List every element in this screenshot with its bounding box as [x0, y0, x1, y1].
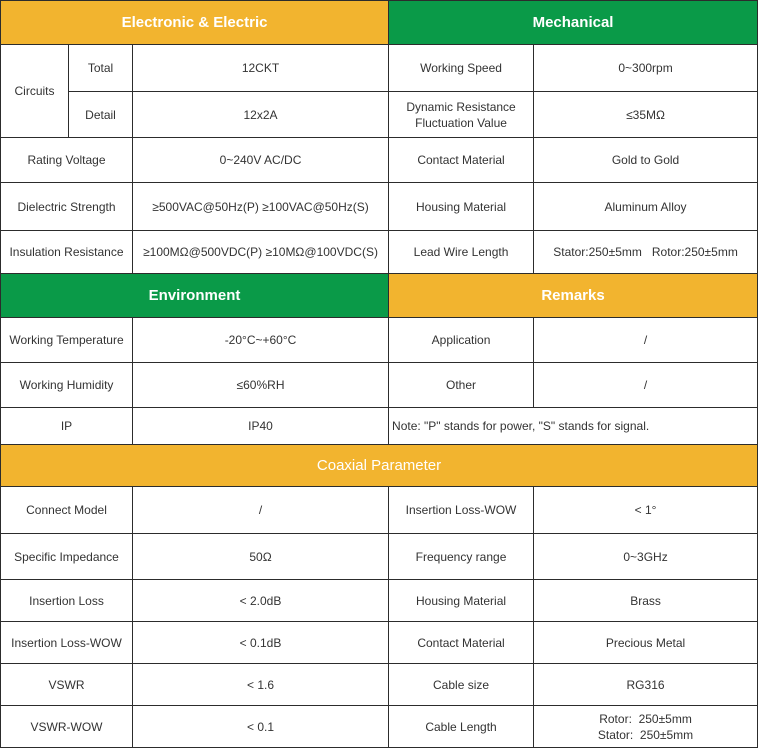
application-label: Application: [389, 318, 534, 363]
ip-label: IP: [1, 408, 133, 445]
dynamic-label-line2: Fluctuation Value: [415, 115, 507, 130]
dielectric-strength-value: ≥500VAC@50Hz(P) ≥100VAC@50Hz(S): [133, 183, 389, 231]
header-row-middle: [1, 274, 758, 318]
vswr-value: < 1.6: [133, 664, 389, 706]
dynamic-resistance-label: [389, 92, 534, 138]
table-row: [1, 408, 758, 445]
working-speed-value: 0~300rpm: [534, 45, 758, 92]
table-row: [1, 363, 758, 408]
frequency-range-value: 0~3GHz: [534, 534, 758, 580]
table-row: [1, 664, 758, 706]
cable-length-stator: Stator: 250±5mm: [597, 727, 694, 742]
vswr-wow-value: < 0.1: [133, 706, 389, 748]
table-row: [1, 92, 758, 138]
table-row: [1, 534, 758, 580]
specific-impedance-label: Specific Impedance: [1, 534, 133, 580]
table-row: [1, 231, 758, 274]
coax-contact-material-value: Precious Metal: [534, 622, 758, 664]
environment-header: Environment: [1, 274, 389, 318]
cable-length-value: [534, 706, 758, 748]
other-value: /: [534, 363, 758, 408]
table-row: [1, 45, 758, 92]
table-row: [1, 318, 758, 363]
frequency-range-label: Frequency range: [389, 534, 534, 580]
insertion-loss-wow-value: < 0.1dB: [133, 622, 389, 664]
working-temperature-label: Working Temperature: [1, 318, 133, 363]
header-row-coaxial: [1, 445, 758, 487]
working-humidity-label: Working Humidity: [1, 363, 133, 408]
cable-length-rotor: Rotor: 250±5mm: [599, 711, 692, 726]
vswr-wow-label: VSWR-WOW: [1, 706, 133, 748]
contact-material-label: Contact Material: [389, 138, 534, 183]
coaxial-header: Coaxial Parameter: [1, 445, 758, 487]
working-temperature-value: -20°C~+60°C: [133, 318, 389, 363]
table-row: [1, 622, 758, 664]
insulation-resistance-label: Insulation Resistance: [1, 231, 133, 274]
table-row: [1, 706, 758, 748]
coax-housing-material-label: Housing Material: [389, 580, 534, 622]
working-humidity-value: ≤60%RH: [133, 363, 389, 408]
circuits-label: Circuits: [1, 45, 69, 138]
insertion-loss-wow-label: Insertion Loss-WOW: [1, 622, 133, 664]
housing-material-label: Housing Material: [389, 183, 534, 231]
connect-model-value: /: [133, 487, 389, 534]
table-row: [1, 487, 758, 534]
working-speed-label: Working Speed: [389, 45, 534, 92]
insulation-resistance-value: ≥100MΩ@500VDC(P) ≥10MΩ@100VDC(S): [133, 231, 389, 274]
contact-material-value: Gold to Gold: [534, 138, 758, 183]
application-value: /: [534, 318, 758, 363]
insertion-loss-value: < 2.0dB: [133, 580, 389, 622]
coax-contact-material-label: Contact Material: [389, 622, 534, 664]
other-label: Other: [389, 363, 534, 408]
total-label: Total: [69, 45, 133, 92]
dielectric-strength-label: Dielectric Strength: [1, 183, 133, 231]
lead-wire-length-label: Lead Wire Length: [389, 231, 534, 274]
rating-voltage-value: 0~240V AC/DC: [133, 138, 389, 183]
table-row: [1, 138, 758, 183]
connect-model-label: Connect Model: [1, 487, 133, 534]
table-row: [1, 183, 758, 231]
total-value: 12CKT: [133, 45, 389, 92]
insertion-loss-wow-value-right: < 1°: [534, 487, 758, 534]
cable-length-label: Cable Length: [389, 706, 534, 748]
coax-housing-material-value: Brass: [534, 580, 758, 622]
remarks-header: Remarks: [389, 274, 758, 318]
dynamic-resistance-value: ≤35MΩ: [534, 92, 758, 138]
ip-value: IP40: [133, 408, 389, 445]
insertion-loss-wow-label-right: Insertion Loss-WOW: [389, 487, 534, 534]
mechanical-header: Mechanical: [389, 1, 758, 45]
remarks-note: Note: "P" stands for power, "S" stands for signal.: [389, 408, 758, 445]
table-row: [1, 580, 758, 622]
detail-label: Detail: [69, 92, 133, 138]
housing-material-value: Aluminum Alloy: [534, 183, 758, 231]
detail-value: 12x2A: [133, 92, 389, 138]
cable-size-label: Cable size: [389, 664, 534, 706]
rating-voltage-label: Rating Voltage: [1, 138, 133, 183]
cable-size-value: RG316: [534, 664, 758, 706]
electronic-header: Electronic & Electric: [1, 1, 389, 45]
dynamic-label-line1: Dynamic Resistance: [406, 99, 516, 114]
header-row-top: [1, 1, 758, 45]
vswr-label: VSWR: [1, 664, 133, 706]
specific-impedance-value: 50Ω: [133, 534, 389, 580]
lead-wire-length-value: Stator:250±5mm Rotor:250±5mm: [534, 231, 758, 274]
insertion-loss-label: Insertion Loss: [1, 580, 133, 622]
